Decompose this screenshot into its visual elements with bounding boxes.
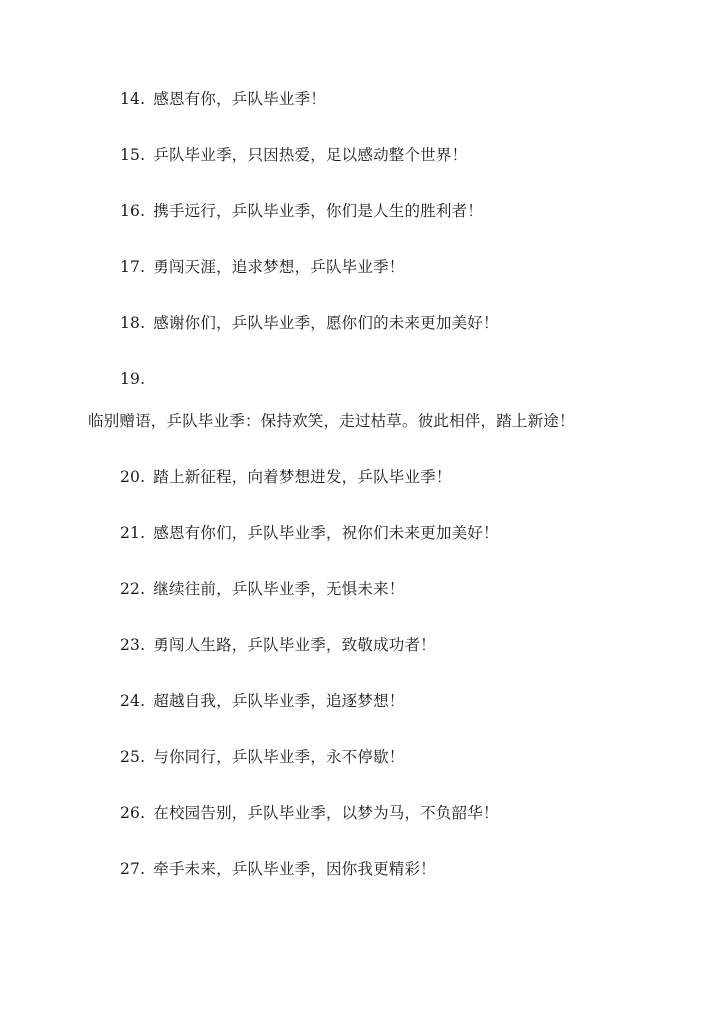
- list-item-19: [120, 369, 153, 389]
- item-text: 超越自我，乒队毕业季，追逐梦想！: [153, 692, 405, 710]
- list-item-17: [120, 257, 404, 277]
- item-number: 21.: [120, 524, 146, 542]
- item-number: 14.: [120, 90, 146, 108]
- item-text: 勇闯人生路，乒队毕业季，致敬成功者！: [153, 636, 436, 654]
- list-item-19-continuation: [88, 411, 575, 431]
- item-text: 感恩有你，乒队毕业季！: [153, 90, 326, 108]
- item-text: 感恩有你们，乒队毕业季，祝你们未来更加美好！: [153, 524, 499, 542]
- item-text: 牵手未来，乒队毕业季，因你我更精彩！: [153, 860, 436, 878]
- item-number: 25.: [120, 748, 146, 766]
- item-text: 携手远行，乒队毕业季，你们是人生的胜利者！: [153, 202, 483, 220]
- item-number: 16.: [120, 202, 146, 220]
- item-text: 与你同行，乒队毕业季，永不停歇！: [153, 748, 405, 766]
- item-text: 勇闯天涯，追求梦想，乒队毕业季！: [153, 258, 405, 276]
- item-text: 在校园告别，乒队毕业季，以梦为马，不负韶华！: [153, 804, 499, 822]
- item-text: 继续往前，乒队毕业季，无惧未来！: [153, 580, 405, 598]
- list-item-16: [120, 201, 483, 221]
- item-text: 临别赠语，乒队毕业季：保持欢笑，走过枯草。彼此相伴，踏上新途！: [88, 412, 575, 430]
- item-number: 26.: [120, 804, 146, 822]
- item-number: 22.: [120, 580, 146, 598]
- item-text: 乒队毕业季，只因热爱，足以感动整个世界！: [153, 146, 468, 164]
- list-item-27: [120, 859, 436, 879]
- list-item-22: [120, 579, 404, 599]
- item-number: 18.: [120, 314, 146, 332]
- list-item-21: [120, 523, 499, 543]
- list-item-24: [120, 691, 404, 711]
- item-number: 23.: [120, 636, 146, 654]
- item-text: 踏上新征程，向着梦想进发，乒队毕业季！: [153, 468, 452, 486]
- item-number: 15.: [120, 146, 146, 164]
- list-item-25: [120, 747, 404, 767]
- item-text: 感谢你们，乒队毕业季，愿你们的未来更加美好！: [153, 314, 499, 332]
- list-item-20: [120, 467, 452, 487]
- item-number: 27.: [120, 860, 146, 878]
- list-item-23: [120, 635, 436, 655]
- list-item-18: [120, 313, 499, 333]
- item-number: 19.: [120, 370, 146, 388]
- list-item-14: [120, 89, 326, 109]
- list-item-15: [120, 145, 467, 165]
- list-item-26: [120, 803, 499, 823]
- item-number: 20.: [120, 468, 146, 486]
- item-number: 17.: [120, 258, 146, 276]
- item-number: 24.: [120, 692, 146, 710]
